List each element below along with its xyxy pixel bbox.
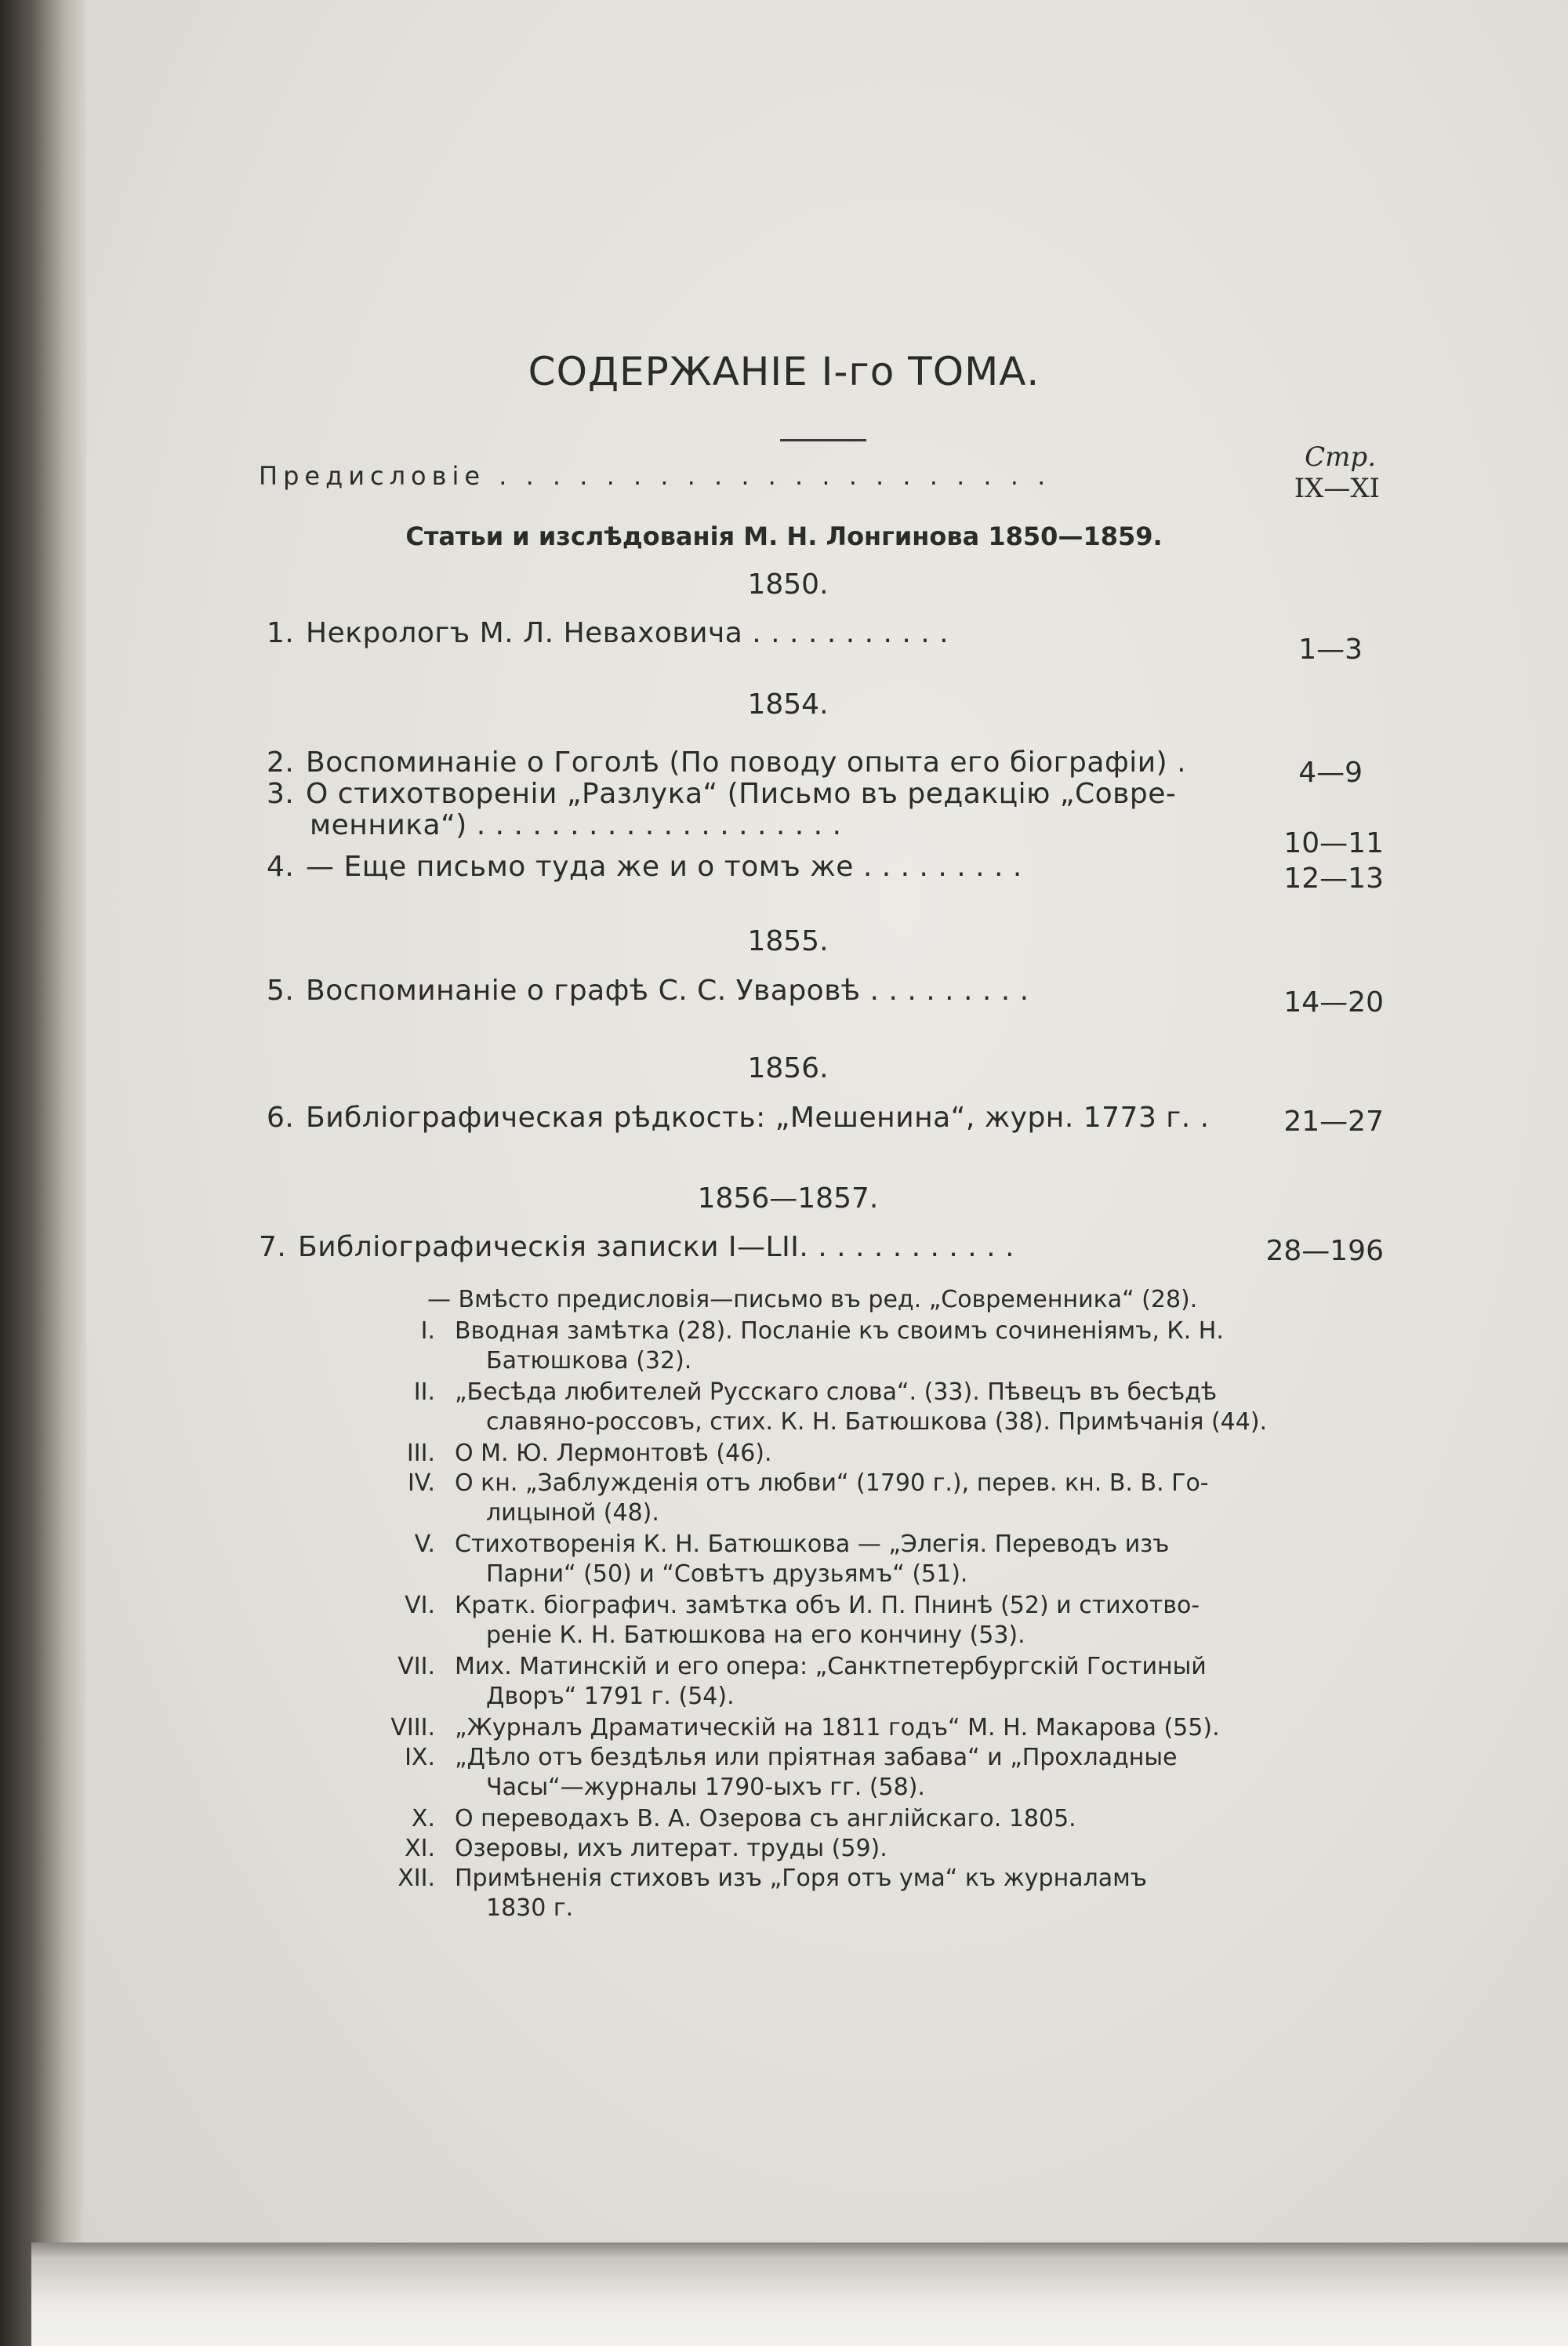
year-heading: 1856.: [747, 1052, 829, 1084]
sub-note-number: XII.: [397, 1865, 435, 1892]
toc-entry: [259, 1231, 1014, 1263]
sub-note: — Вмѣсто предисловія—письмо въ ред. „Современника“ (28).: [427, 1286, 1198, 1313]
entry-text: Библіографическая рѣдкость: „Мешенина“, журн. 1773 г. .: [306, 1102, 1210, 1134]
entry-pages: 1—3: [1298, 634, 1363, 666]
title-divider: [780, 439, 866, 441]
entry-pages: 4—9: [1298, 757, 1363, 789]
entry-number: 1.: [267, 617, 295, 649]
sub-note: О кн. „Заблужденія отъ любви“ (1790 г.), перев. кн. В. В. Го-: [455, 1469, 1209, 1497]
entry-pages: 21—27: [1283, 1106, 1384, 1138]
toc-entry: [267, 617, 949, 649]
entry-text: — Еще письмо туда же и о томъ же . . . . . . . . .: [306, 851, 1022, 883]
entry-pages: 10—11: [1283, 827, 1384, 859]
entry-number: 7.: [259, 1231, 287, 1263]
sub-note-number: VI.: [405, 1592, 435, 1619]
sub-note-number: XI.: [405, 1835, 435, 1862]
sub-note-number: III.: [406, 1440, 435, 1467]
sub-note: „Дѣло отъ бездѣлья или пріятная забава“ и „Прохладные: [455, 1744, 1178, 1771]
sub-note: Примѣненія стиховъ изъ „Горя отъ ума“ къ журналамъ: [455, 1865, 1147, 1892]
sub-note: Вводная замѣтка (28). Посланіе къ своимъ сочиненіямъ, К. Н.: [455, 1317, 1224, 1345]
sub-note: „Журналъ Драматическій на 1811 годъ“ М. Н. Макарова (55).: [455, 1714, 1220, 1741]
sub-note-number: IX.: [405, 1744, 435, 1771]
sub-note: О М. Ю. Лермонтовѣ (46).: [455, 1440, 772, 1467]
sub-note-continued: славяно-россовъ, стих. К. Н. Батюшкова (38). Примѣчанія (44).: [486, 1408, 1268, 1436]
year-heading: 1855.: [747, 925, 829, 957]
entry-text: Некрологъ М. Л. Неваховича . . . . . . . . . . .: [306, 617, 949, 649]
sub-note: О переводахъ В. А. Озерова съ англійскаго. 1805.: [455, 1805, 1076, 1832]
sub-note: Кратк. біографич. замѣтка объ И. П. Пнинѣ (52) и стихотво-: [455, 1592, 1200, 1619]
sub-note: Стихотворенія К. Н. Батюшкова — „Элегія. Переводъ изъ: [455, 1531, 1170, 1558]
sub-note-number: II.: [413, 1378, 435, 1406]
toc-entry: [267, 975, 1029, 1007]
sub-note-continued: реніе К. Н. Батюшкова на его кончину (53).: [486, 1622, 1025, 1649]
sub-note-continued: Часы“—журналы 1790-ыхъ гг. (58).: [486, 1774, 925, 1801]
entry-text-continued: менника“) . . . . . . . . . . . . . . . . . . . .: [310, 809, 842, 841]
sub-note-number: IV.: [407, 1469, 435, 1497]
preface-pages: IX—XI: [1294, 473, 1380, 504]
pages-column-label: Стр.: [1305, 441, 1376, 473]
toc-entry: [267, 1102, 1210, 1134]
sub-note-continued: Парни“ (50) и “Совѣтъ друзьямъ“ (51).: [486, 1560, 968, 1588]
entry-pages: 28—196: [1265, 1235, 1384, 1267]
toc-entry: [267, 851, 1022, 883]
toc-entry: [267, 778, 1176, 810]
entry-text: Воспоминаніе о Гоголѣ (По поводу опыта его біографіи) .: [306, 746, 1187, 779]
sub-note-number: VIII.: [390, 1714, 435, 1741]
sub-note-continued: лицыной (48).: [486, 1499, 659, 1527]
sub-note-number: V.: [414, 1531, 435, 1558]
year-heading: 1854.: [747, 688, 829, 721]
preface-entry: Предисловіе . . . . . . . . . . . . . . . . . . . . .: [259, 461, 1051, 491]
toc-entry: [267, 746, 1186, 779]
sub-note-number: X.: [411, 1805, 435, 1832]
entry-number: 6.: [267, 1102, 295, 1134]
entry-text: Воспоминаніе о графѣ С. С. Уваровѣ . . . . . . . . .: [306, 975, 1029, 1007]
page-bottom-edge: [31, 2242, 1568, 2346]
sub-note: „Бесѣда любителей Русскаго слова“. (33). Пѣвецъ въ бесѣдѣ: [455, 1378, 1218, 1406]
entry-pages: 14—20: [1283, 986, 1384, 1019]
entry-number: 5.: [267, 975, 295, 1007]
year-heading: 1856—1857.: [697, 1182, 879, 1215]
entry-pages: 12—13: [1283, 862, 1384, 895]
sub-note-number: VII.: [397, 1653, 435, 1680]
entry-number: 3.: [267, 778, 295, 810]
sub-note-continued: Батюшкова (32).: [486, 1347, 692, 1375]
entry-text: Библіографическія записки I—LII. . . . . . . . . . . .: [298, 1231, 1015, 1263]
sub-note: Мих. Матинскій и его опера: „Санктпетербургскій Гостиный: [455, 1653, 1207, 1680]
entry-text: О стихотвореніи „Разлука“ (Письмо въ редакцію „Совре-: [306, 778, 1177, 810]
sub-note-continued: 1830 г.: [486, 1894, 574, 1922]
year-heading: 1850.: [747, 568, 829, 601]
entry-number: 4.: [267, 851, 295, 883]
sub-note: Озеровы, ихъ литерат. труды (59).: [455, 1835, 887, 1862]
sub-note-continued: Дворъ“ 1791 г. (54).: [486, 1683, 735, 1710]
page-title: СОДЕРЖАНІЕ І-го ТОМА.: [528, 349, 1040, 394]
sub-note-number: I.: [420, 1317, 435, 1345]
section-heading: Статьи и изслѣдованія М. Н. Лонгинова 1850—1859.: [405, 521, 1163, 551]
entry-number: 2.: [267, 746, 295, 779]
